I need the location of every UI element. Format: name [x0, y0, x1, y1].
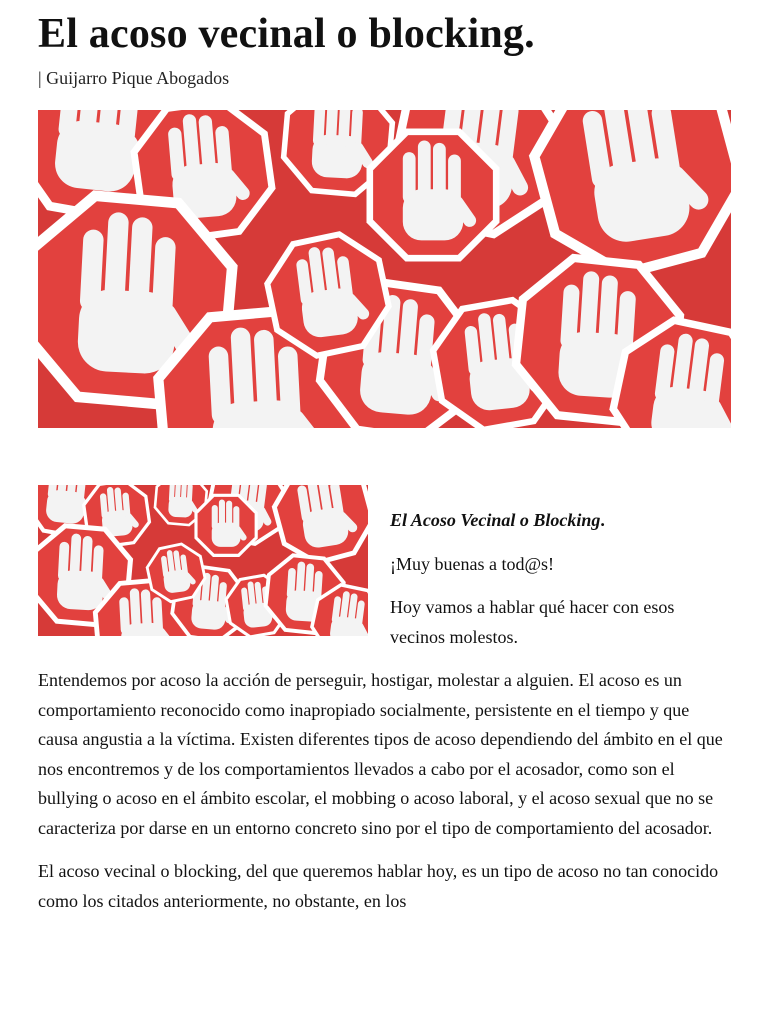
- byline: | Guijarro Pique Abogados: [38, 68, 230, 88]
- intro-text: Hoy vamos a hablar qué hacer con esos vecinos molestos.: [390, 597, 675, 647]
- hero-image: [38, 110, 731, 428]
- article-body: [38, 485, 731, 916]
- intro-heading-period: .: [600, 510, 605, 530]
- thumbnail-image: [38, 485, 368, 636]
- intro-heading-text: El Acoso Vecinal o Blocking: [390, 510, 601, 530]
- paragraph-2: El acoso vecinal o blocking, del que queremos hablar hoy, es un tipo de acoso no tan conocido como los citados anteriormente, no obstante, en los: [38, 861, 719, 911]
- stop-sign-shape: [194, 494, 257, 557]
- stop-sign-shape: [367, 129, 500, 262]
- paragraph-1: Entendemos por acoso la acción de perseguir, hostigar, molestar a alguien. El acoso es un comportamiento reconocido como inapropiado socialmente, persistente en el tiempo y que causa angustia a la víctima. Existen diferentes tipos de acoso dependiendo del ámbito en el que nos encontremos y de los comportamientos llevados a cabo por el acosador, como son el bullying o acoso en el ámbito escolar, el mobbing o acoso laboral, y el acoso sexual que no se caracteriza por darse en un entorno concreto sino por el tipo de comportamiento del acosador.: [38, 670, 723, 838]
- stop-hand-signs-image: [38, 110, 731, 428]
- stop-hand-signs-thumbnail: [38, 485, 368, 636]
- page-title: El acoso vecinal o blocking.: [38, 11, 535, 57]
- greeting: ¡Muy buenas a tod@s!: [390, 553, 555, 574]
